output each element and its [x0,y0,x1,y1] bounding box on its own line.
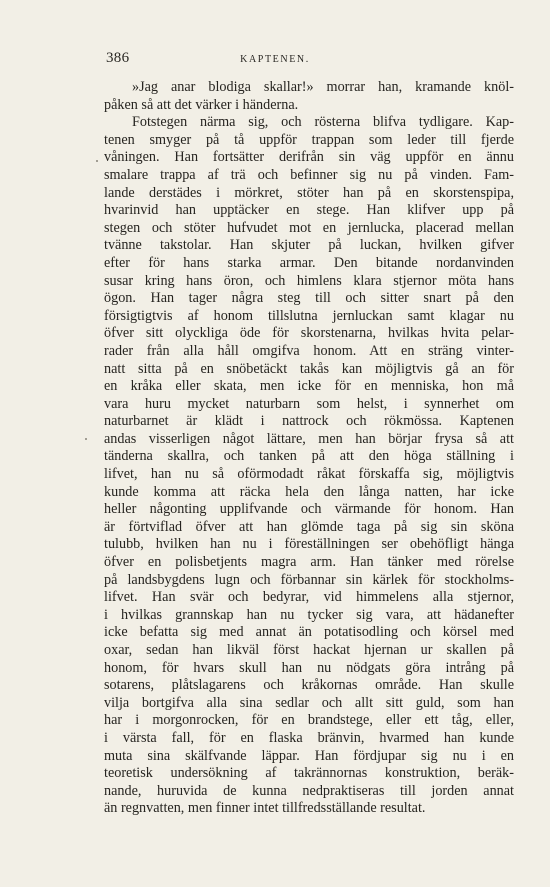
text-line: påken så att det värker i händerna. [104,96,299,113]
text-line: hvarinvid han upptäcker en stege. Han klifver upp på [104,202,514,219]
text-line: sotarens, plåtslagarens och kråkornas område. Han skulle [104,677,514,694]
text-line: lande derstädes i mörkret, stöter han på en skorstenspipa, [104,184,514,201]
margin-speck [85,438,87,440]
text-line: tvänne takstolar. Han skjuter på luckan, hvilken gifver [104,237,514,254]
text-line: natt sitta på en snöbetäckt takås kan möjligtvis gå an för [104,360,514,377]
text-line: kunde komma att räcka hela den långa natten, har icke [104,483,514,500]
text-line: tenen smyger på tå uppför trappan som leder till fjerde [104,131,514,148]
text-line: honom, för hvars skull han nu nödgats göra intrång på [104,659,514,676]
text-line: tänderna skallra, och tanken på att den höga ställning i [104,448,514,465]
text-line: i värsta fall, för en flaska bränvin, hvarmed han kunde [104,729,514,746]
text-line: är förtviflad öfver att han glömde taga på sig sin sköna [104,518,514,535]
text-line: Fotstegen närma sig, och rösterna blifva tydligare. Kap- [132,114,514,131]
body-text [104,79,514,818]
text-line: våningen. Han fortsätter derifrån sin väg uppför en ännu [104,149,514,166]
text-line: öfver en polisbetjents magra arm. Han tänker med rörelse [104,554,514,571]
text-line: stegen och stöter hufvudet mot en jernlucka, placerad mellan [104,219,514,236]
text-line: vara huru mycket naturbarn som helst, i synnerhet om [104,395,514,412]
running-title: KAPTENEN. [240,54,310,65]
text-line: lifvet. Han svär och bedyrar, vid himmelens alla stjernor, [104,589,514,606]
text-line: »Jag anar blodiga skallar!» morrar han, kramande knöl- [132,79,514,95]
text-line: vilja bortgifva alla sina sedlar och allt sitt guld, som han [104,694,514,711]
text-line: en kråka eller skata, men icke för en menniska, hon må [104,378,514,395]
text-line: tulubb, hvilken han nu i föreställningen ser obehöfligt hänga [104,536,514,553]
page-number: 386 [106,50,130,66]
text-line: lifvet, han nu så oförmodadt råkat förskaffa sig, möjligtvis [104,466,514,483]
text-line: i hvilkas grannskap han nu tycker sig vara, att hädanefter [104,606,514,623]
text-line: har i morgonrocken, för en brandstege, eller ett tåg, eller, [104,712,514,729]
text-line: naturbarnet är klädt i nattrock och rökmössa. Kaptenen [104,413,514,430]
text-line: ögon. Han tager några steg till och sitter snart på den [104,290,514,307]
text-line: oxar, sedan han likväl först hackat hjernan ur skallen på [104,642,514,658]
text-line: smalare trappa af trä och befinner sig nu på vinden. Fam- [104,166,514,183]
text-line: teoretisk undersökning af takrännornas konstruktion, beräk- [104,765,514,782]
text-line: rader från alla håll omgifva honom. Att en sträng vinter- [104,342,514,359]
text-line: nande, huruvida de kunna nedpraktiseras till jorden annat [104,782,514,799]
text-line: andas visserligen något lättare, men han börjar frysa så att [104,430,514,447]
text-line: efter för hans starka armar. Den bitande nordanvinden [104,254,514,271]
text-line: susar kring hans öron, och himlens klara stjernor möta hans [104,272,514,289]
margin-speck [96,160,98,162]
text-line: försigtigtvis af honom tillslutna jernluckan samt klagar nu [104,307,514,324]
text-line: muta sina skälfvande läppar. Han fördjupar sig nu i en [104,747,514,764]
text-line: än regnvatten, men finner intet tillfredsställande resultat. [104,800,426,817]
text-line: heller någonting upplifvande och värmande för honom. Han [104,501,514,518]
text-line: på landsbygdens lugn och förbannar sin kärlek för stockholms- [104,571,514,588]
text-line: öfver sitt olyckliga öde för skorstenarna, hvilkas hvita pelar- [104,325,514,342]
text-line: icke befatta sig med annat än potatisodling och körsel med [104,624,514,641]
